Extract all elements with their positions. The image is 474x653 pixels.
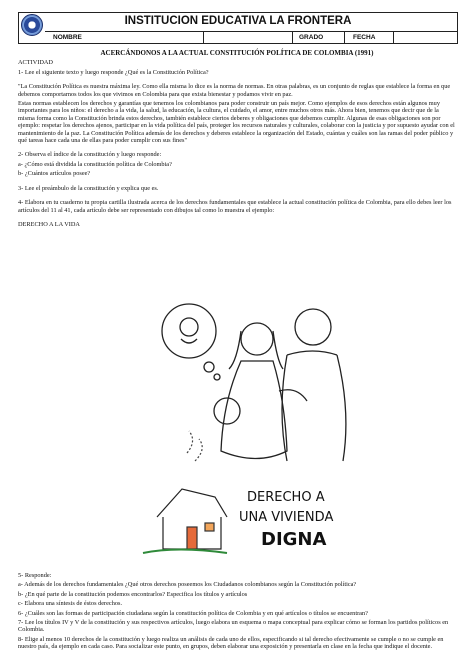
father-head — [295, 309, 331, 345]
nombre-label: NOMBRE — [45, 32, 204, 43]
question-4: 4- Elabora en tu cuaderno tu propia cartilla ilustrada acerca de los derechos fundamentales que establece la actual constitución política de Colombia, para ello debes leer los artículos del 11 al 41, cada artículo debe ser representado con dibujos tal como lo muestra el ejemplo: — [18, 199, 452, 214]
worksheet-body — [18, 50, 456, 230]
caption-line-1: DERECHO A — [247, 490, 325, 505]
house-drawing — [143, 431, 227, 553]
fecha-label: FECHA — [345, 32, 394, 43]
derecho-vida-heading: DERECHO A LA VIDA — [18, 220, 80, 228]
worksheet-title: ACERCÁNDONOS A LA ACTUAL CONSTITUCIÓN POLÍTICA DE COLOMBIA (1991) — [100, 49, 374, 57]
reading-paragraph-2: Estas normas establecen los derechos y garantías que tenemos los colombianos para poder construir un país mejor. Como ejemplos de esos derechos están algunos muy importantes para los niños: el derecho a la vida, la salud, la educación, la cultura, el cuidado, el amor, entre muchos otros más. Ahora bien, tenemos que decir que de la misma forma como la Constitución brinda estos derechos, también establece ciertos deberes y obligaciones que debemos cumplir. Algunas de esas obligaciones son por ejemplo: respetar los derechos ajenos, participar en la vida política del país, proteger los recursos naturales y culturales, colaborar con la justicia y por supuesto ayudar con el mantenimiento de la paz. La Constitución Política además de los derechos y deberes establece la organización del Estado, cuántas y cuáles son las ramas del poder público y qué tareas hace cada una de ellas para poder cumplir con sus fines" — [18, 100, 455, 145]
question-2: 2- Observa el índice de la constitución y luego responde: — [18, 151, 162, 159]
question-5b: b- ¿En qué parte de la constitución podemos encontrarlos? Especifica los títulos y artículos — [18, 590, 248, 598]
thought-bubble — [162, 304, 216, 358]
reading-paragraph-1: "La Constitución Política es nuestra máxima ley. Como ella misma lo dice es la norma de normas. En otras palabras, es un conjunto de reglas que establece la forma en que debemos comportarnos todos los que vivimos en Colombia para que exista bienestar y podamos vivir en paz. — [18, 83, 451, 98]
family-drawing — [162, 304, 346, 461]
grado-label: GRADO — [293, 32, 345, 43]
rights-illustration — [137, 291, 387, 571]
question-8: 8- Elige al menos 10 derechos de la constitución y luego realiza un análisis de cada uno de ellos, especificando si tal derecho efectivamente se cumple o no se cumple en nuestro país, da ejemplo en cada caso. Para socializar este punto, en grupos, deben elaborar una exposición y presentarla en clase en la fecha que indique el docente. — [18, 635, 444, 651]
activity-label: ACTIVIDAD — [18, 59, 53, 67]
question-1: 1- Lee el siguiente texto y luego responde ¿Qué es la Constitución Política? — [18, 68, 209, 76]
fecha-field[interactable] — [394, 32, 457, 43]
school-name: INSTITUCION EDUCATIVA LA FRONTERA — [124, 15, 352, 27]
question-7: 7- Lee los títulos IV y V de la constitución y sus respectivos artículos, luego elabora un esquema o mapa conceptual para explicar cómo se forman los partidos políticos en Colombia. — [18, 619, 449, 634]
question-6: 6- ¿Cuáles son las formas de participación ciudadana según la constitución política de Colombia y en qué artículos o títulos se encuentran? — [18, 609, 368, 617]
question-2a: a- ¿Cómo está dividida la constitución política de Colombia? — [18, 160, 172, 168]
question-3: 3- Lee el preámbulo de la constitución y explica que es. — [18, 184, 159, 192]
mother-head — [241, 323, 273, 355]
question-5c: c- Elabora una síntesis de éstos derechos. — [18, 600, 123, 608]
question-5a: a- Además de los derechos fundamentales ¿Qué otros derechos poseemos los Ciudadanos colombianos según la Constitución política? — [18, 581, 357, 589]
caption-line-3: DIGNA — [261, 529, 327, 550]
mother-body — [221, 361, 287, 459]
question-2b: b- ¿Cuántos artículos posee? — [18, 170, 91, 178]
worksheet-questions-lower — [18, 572, 456, 653]
question-5: 5- Responde: — [18, 572, 52, 579]
caption-line-2: UNA VIVIENDA — [239, 510, 334, 525]
nombre-field[interactable] — [204, 32, 293, 43]
header-table — [18, 12, 458, 44]
student-info-row — [45, 31, 457, 43]
